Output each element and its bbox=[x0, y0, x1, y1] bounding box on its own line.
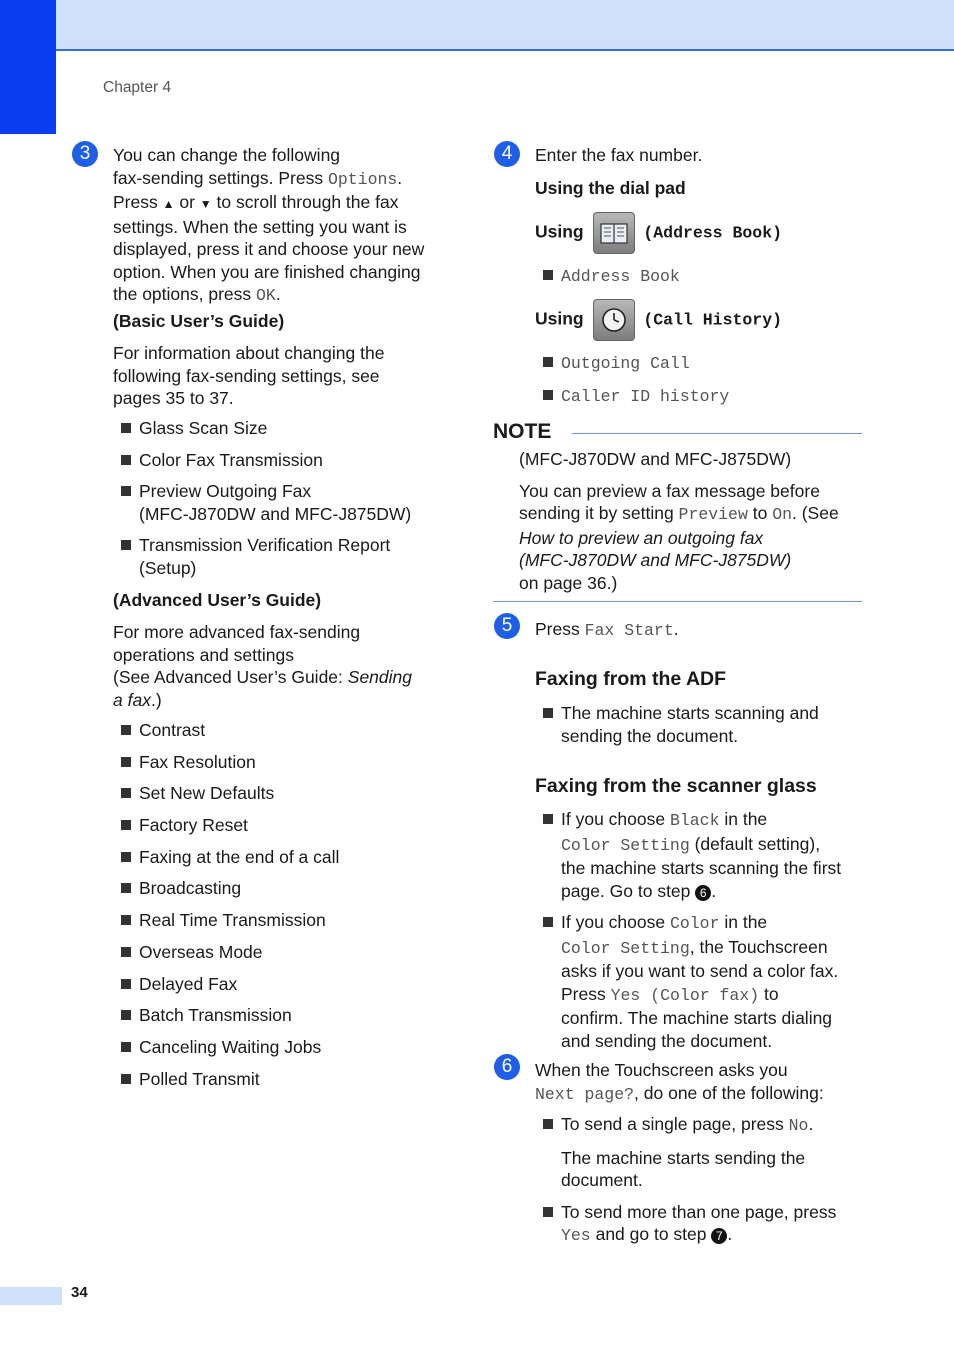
address-book-list bbox=[535, 264, 680, 289]
clock-icon[interactable] bbox=[593, 299, 635, 341]
step-6-ref: 6 bbox=[695, 885, 711, 901]
list-item: Broadcasting bbox=[113, 877, 453, 900]
list-item: Color Fax Transmission bbox=[113, 449, 453, 472]
list-item: Canceling Waiting Jobs bbox=[113, 1036, 453, 1059]
note-title: NOTE bbox=[493, 420, 552, 443]
list-item: Address Book bbox=[535, 264, 680, 289]
step-6-marker: 6 bbox=[494, 1054, 520, 1080]
list-item: Set New Defaults bbox=[113, 782, 453, 805]
step-5-marker: 5 bbox=[494, 613, 520, 639]
address-book-icon[interactable] bbox=[593, 212, 635, 254]
adf-heading: Faxing from the ADF bbox=[535, 668, 727, 690]
step-6-list bbox=[535, 1113, 875, 1248]
list-item: Delayed Fax bbox=[113, 973, 453, 996]
call-history-heading: Using (Call History) bbox=[535, 299, 782, 341]
list-item: If you choose Color in the Color Setting, the Touchscreen asks if you want to send a color fax. Press Yes (Color fax) to confirm. The machine starts dialing and sending the document. bbox=[535, 911, 875, 1052]
page-number: 34 bbox=[71, 1284, 88, 1301]
adf-list bbox=[535, 702, 875, 747]
list-item: Real Time Transmission bbox=[113, 909, 453, 932]
step-3-text: You can change the following fax-sending settings. Press Options. Press ▲ or ▼ to scroll through the fax settings. When the setting you want is displayed, press it and choose your new option. When you are finished changing the options, press OK. bbox=[113, 145, 425, 305]
call-history-list bbox=[535, 351, 729, 408]
note-top-rule bbox=[572, 433, 862, 434]
basic-guide-intro: For information about changing the following fax-sending settings, see pages 35 to 37. bbox=[113, 343, 385, 408]
step-4-marker: 4 bbox=[494, 141, 520, 167]
list-item: Caller ID history bbox=[535, 384, 729, 409]
note-bottom-rule bbox=[493, 601, 862, 602]
list-item: Factory Reset bbox=[113, 814, 453, 837]
advanced-guide-list bbox=[113, 719, 453, 1090]
list-item: Faxing at the end of a call bbox=[113, 846, 453, 869]
step-7-ref: 7 bbox=[711, 1228, 727, 1244]
scanner-glass-list bbox=[535, 808, 875, 1052]
list-item: To send more than one page, press Yes and go to step 7 . bbox=[535, 1201, 875, 1248]
list-item: Batch Transmission bbox=[113, 1004, 453, 1027]
list-item: Outgoing Call bbox=[535, 351, 729, 376]
list-item: Polled Transmit bbox=[113, 1068, 453, 1091]
chapter-label: Chapter 4 bbox=[103, 79, 172, 96]
list-item: Overseas Mode bbox=[113, 941, 453, 964]
list-item: Contrast bbox=[113, 719, 453, 742]
up-arrow-icon: ▲ bbox=[162, 197, 175, 211]
advanced-guide-heading: (Advanced User’s Guide) bbox=[113, 590, 322, 610]
list-item: Fax Resolution bbox=[113, 751, 453, 774]
list-item: If you choose Black in the Color Setting (default setting), the machine starts scanning the first page. Go to step 6 . bbox=[535, 808, 875, 902]
scanner-glass-heading: Faxing from the scanner glass bbox=[535, 775, 817, 797]
footer-band bbox=[0, 1287, 62, 1305]
advanced-guide-intro: For more advanced fax-sending operations and settings (See Advanced User’s Guide: Sending a fax.) bbox=[113, 622, 412, 710]
step-6-text: When the Touchscreen asks you Next page?, do one of the following: bbox=[535, 1060, 824, 1104]
list-item: To send a single page, press No. The machine starts sending the document. bbox=[535, 1113, 875, 1192]
note-body: (MFC-J870DW and MFC-J875DW) You can preview a fax message before sending it by setting Preview to On. (See How to preview an outgoing fax (MFC-J870DW and MFC-J875DW) on page 36.) bbox=[519, 449, 839, 593]
step-4-text: Enter the fax number. bbox=[535, 145, 703, 165]
list-item: Preview Outgoing Fax (MFC-J870DW and MFC-J875DW) bbox=[113, 480, 453, 525]
list-item: Glass Scan Size bbox=[113, 417, 453, 440]
step-3-marker: 3 bbox=[72, 141, 98, 167]
list-item: The machine starts scanning and sending the document. bbox=[535, 702, 875, 747]
down-arrow-icon: ▼ bbox=[199, 197, 212, 211]
chapter-tab bbox=[0, 0, 56, 134]
address-book-heading: Using (Address Book) bbox=[535, 212, 782, 254]
basic-guide-list bbox=[113, 417, 453, 579]
dial-pad-heading: Using the dial pad bbox=[535, 178, 686, 198]
list-item: Transmission Verification Report (Setup) bbox=[113, 534, 453, 579]
header-band bbox=[0, 0, 954, 51]
step-5-text: Press Fax Start. bbox=[535, 619, 679, 640]
basic-guide-heading: (Basic User’s Guide) bbox=[113, 311, 285, 331]
